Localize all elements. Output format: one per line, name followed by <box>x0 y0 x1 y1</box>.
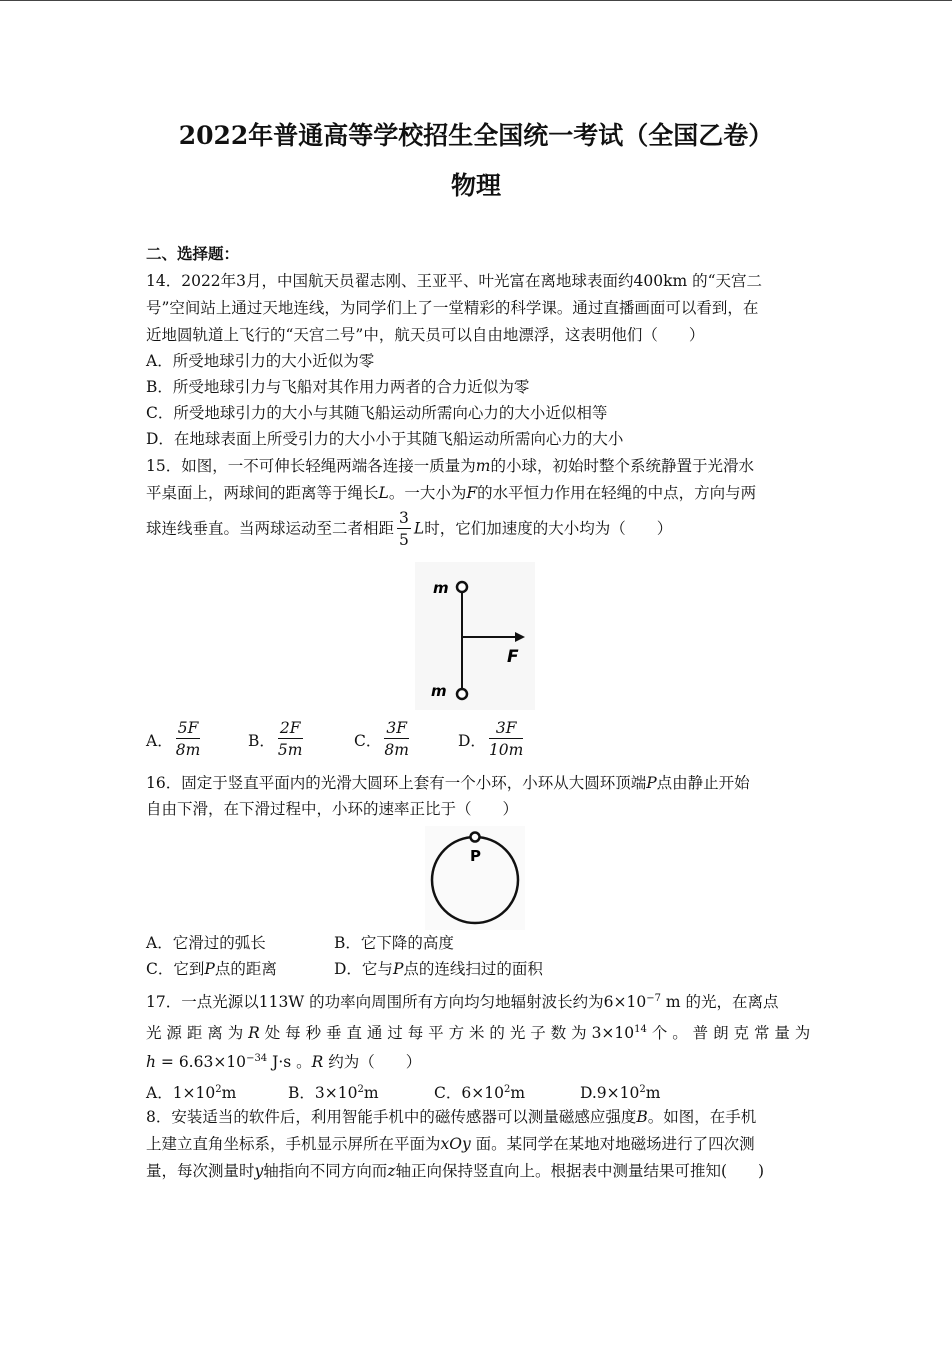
q17-option-d: $D.9\times 10^2m$ <box>580 1084 661 1103</box>
q15-option-a: A． $\frac{5F}{8m}$ <box>146 719 201 759</box>
q16-line-2: 自由下滑，在下滑过程中，小环的速率正比于（ ） <box>146 800 519 818</box>
top-border <box>0 0 952 1</box>
q15-option-d: D． $\frac{3F}{10m}$ <box>458 719 524 759</box>
q14-line-2: 号”空间站上通过天地连线，为同学们上了一堂精彩的科学课。通过直播画面可以看到，在 <box>146 299 759 317</box>
q16-option-d: D．它与P点的连线扫过的面积 <box>334 960 543 978</box>
q15-fig-ball-bottom <box>457 689 467 699</box>
q16-figure <box>425 826 525 930</box>
q14-option-c: C．所受地球引力的大小与其随飞船运动所需向心力的大小近似相等 <box>146 404 608 422</box>
q15-option-b: B． $\frac{2F}{5m}$ <box>248 719 303 759</box>
q14-option-d: D．在地球表面上所受引力的大小小于其随飞船运动所需向心力的大小 <box>146 430 624 448</box>
subject-title: 物理 <box>450 171 501 200</box>
q15-fig-ball-top <box>457 582 467 592</box>
q16-option-b: B．它下降的高度 <box>334 934 454 952</box>
q16-fig-point-label: P <box>470 847 481 865</box>
q17-line-3: $h = 6.63\times 10^{-34}$ J·s 。R 约为（ ） <box>146 1053 422 1072</box>
page-title: 2022年普通高等学校招生全国统一考试（全国乙卷） <box>178 121 774 150</box>
section-heading: 二、选择题： <box>146 244 240 263</box>
q8-line-3: 量，每次测量时y轴指向不同方向而z轴正向保持竖直向上。根据表中测量结果可推知( ) <box>146 1162 765 1180</box>
q14-line-1: 14．2022年3月，中国航天员翟志刚、王亚平、叶光富在离地球表面约400km 的“天宫二 <box>146 272 763 290</box>
q17-line-2: 光 源 距 离 为 R 处 每 秒 垂 直 通 过 每 平 方 米 的 光 子 数 为 $3\times 10^{14}$ 个 。 普 朗 克 常 量 为 <box>146 1024 811 1043</box>
q17-line-1: 17．一点光源以113W 的功率向周围所有方向均匀地辐射波长约为$6\times 10^{-7}$ m 的光，在离点 <box>146 993 779 1012</box>
q15-line-1: 15．如图，一不可伸长轻绳两端各连接一质量为m的小球，初始时整个系统静置于光滑水 <box>146 457 754 475</box>
q15-fig-mass-bottom: m <box>431 682 447 700</box>
q14-option-a: A．所受地球引力的大小近似为零 <box>146 352 375 370</box>
q14-option-b: B．所受地球引力与飞船对其作用力两者的合力近似为零 <box>146 378 530 396</box>
q14-line-3: 近地圆轨道上飞行的“天宫二号”中，航天员可以自由地漂浮，这表明他们（ ） <box>146 326 705 344</box>
q8-line-1: 8．安装适当的软件后，利用智能手机中的磁传感器可以测量磁感应强度B。如图，在手机 <box>146 1108 757 1126</box>
fraction-three-fifths: $\frac{3}{5}$ <box>399 509 409 549</box>
q16-option-c: C．它到P点的距离 <box>146 960 277 978</box>
q15-fig-mass-top: m <box>433 579 449 597</box>
q15-line-2: 平桌面上，两球间的距离等于绳长L。一大小为F的水平恒力作用在轻绳的中点，方向与两 <box>146 484 757 502</box>
q15-line-3: 球连线垂直。当两球运动至二者相距 $\frac{3}{5}$ L时，它们加速度的大小均为（ ） <box>146 509 673 549</box>
q15-figure <box>415 562 535 710</box>
q17-option-b: B．$3\times 10^2m$ <box>288 1084 379 1103</box>
q8-line-2: 上建立直角坐标系，手机显示屏所在平面为xOy 面。某同学在某地对地磁场进行了四次测 <box>146 1135 755 1153</box>
q16-option-a: A．它滑过的弧长 <box>146 934 266 952</box>
q15-fig-force-label: F <box>507 647 519 667</box>
q17-option-c: C．$6\times 10^2m$ <box>434 1084 526 1103</box>
q16-line-1: 16．固定于竖直平面内的光滑大圆环上套有一个小环，小环从大圆环顶端P点由静止开始 <box>146 774 750 792</box>
q15-option-c: C． $\frac{3F}{8m}$ <box>354 719 409 759</box>
q17-option-a: A．$1\times 10^2m$ <box>146 1084 237 1103</box>
q16-fig-small-ring <box>471 833 480 842</box>
